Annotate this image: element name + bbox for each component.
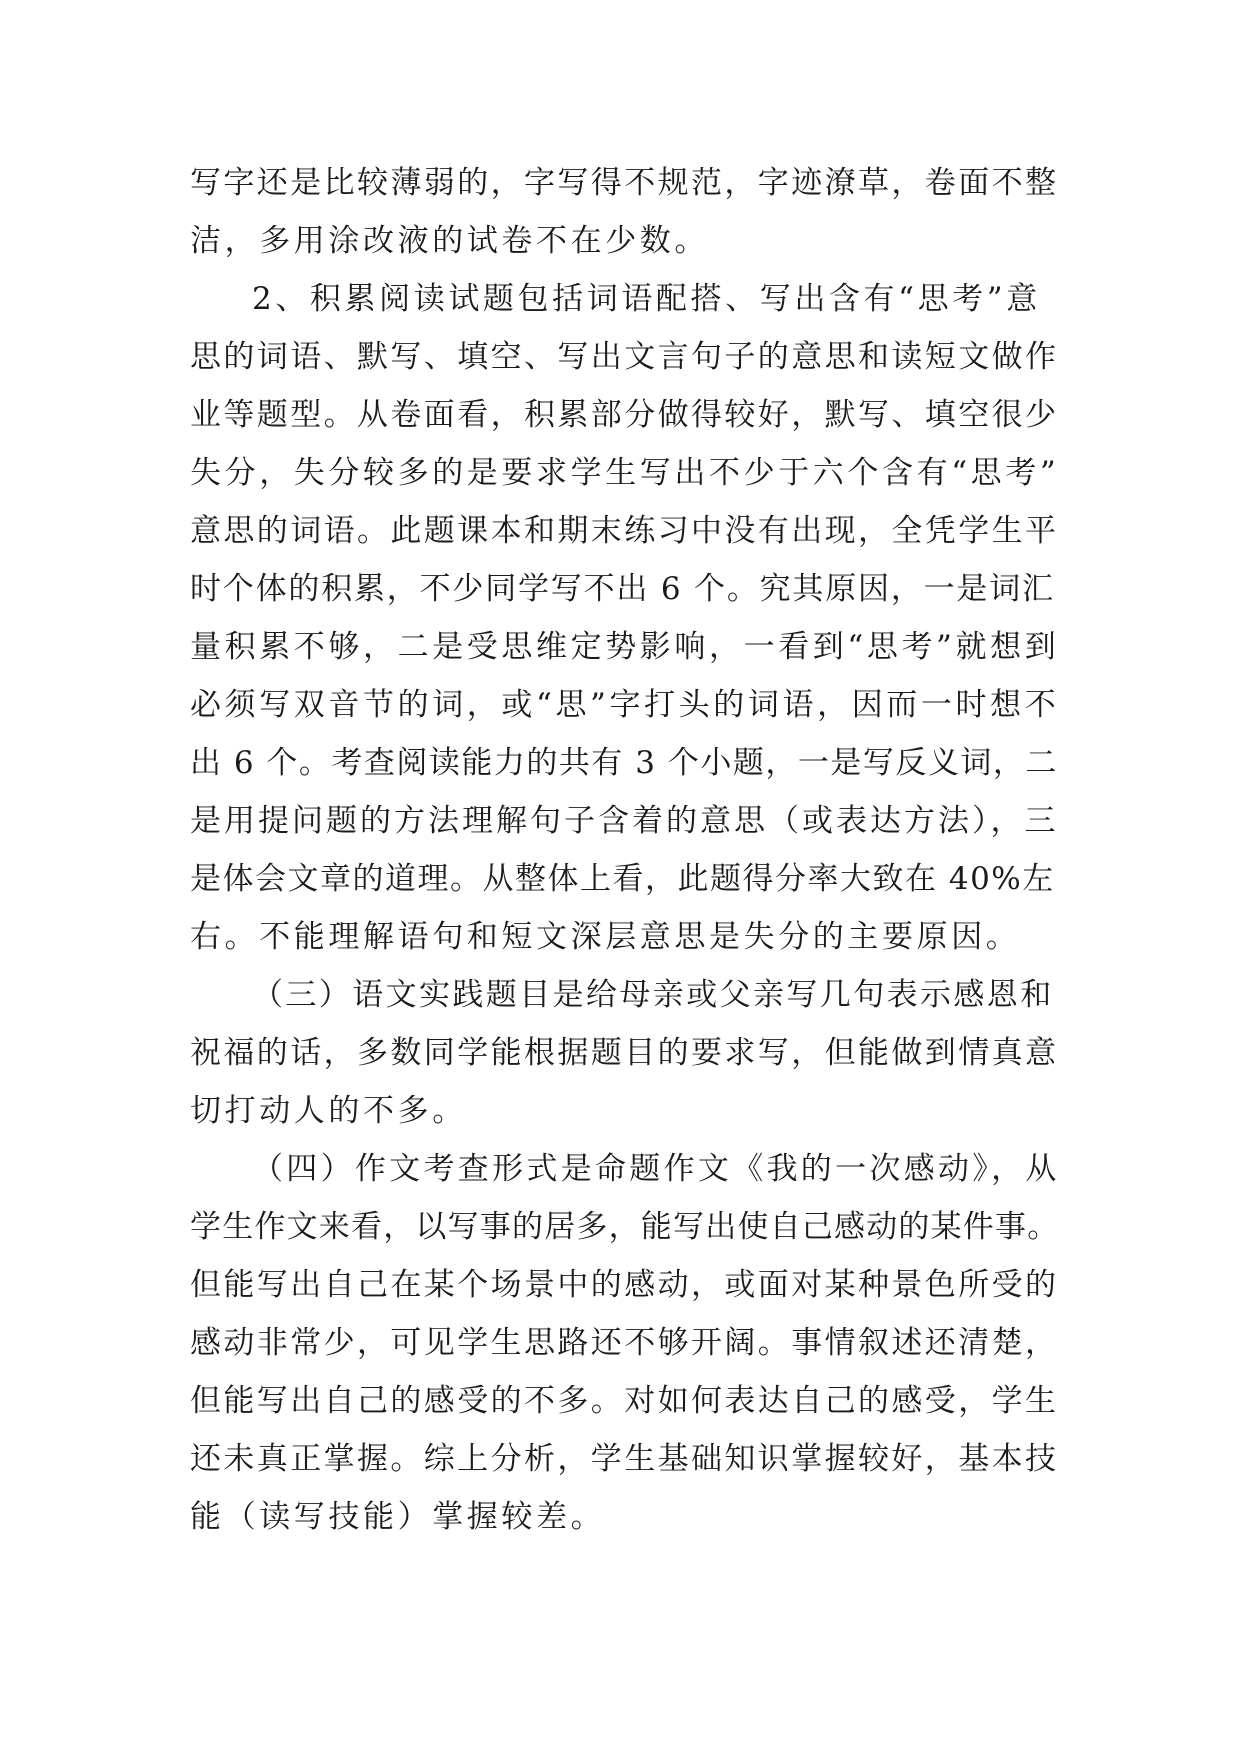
text-line: 能（读写技能）掌握较差。 [190, 1499, 606, 1535]
text-line: 感动非常少，可见学生思路还不够开阔。事情叙述还清楚， [190, 1325, 1059, 1361]
text-line: 业等题型。从卷面看，积累部分做得较好，默写、填空很少 [190, 397, 1059, 433]
text-line: 还未真正掌握。综上分析，学生基础知识掌握较好，基本技 [190, 1441, 1059, 1477]
text-line: 出 6 个。考查阅读能力的共有 3 个小题，一是写反义词，二 [190, 745, 1058, 781]
text-line: 洁，多用涂改液的试卷不在少数。 [190, 223, 709, 259]
text-line: 是用提问题的方法理解句子含着的意思（或表达方法），三 [190, 803, 1059, 839]
text-line: 量积累不够，二是受思维定势影响，一看到“思考”就想到 [190, 629, 1060, 665]
text-line: 意思的词语。此题课本和期末练习中没有出现，全凭学生平 [190, 513, 1059, 549]
text-line: 必须写双音节的词，或“思”字打头的词语，因而一时想不 [190, 687, 1060, 723]
paragraph-start-line: 2、积累阅读试题包括词语配搭、写出含有“思考”意 [252, 281, 1041, 317]
text-line: 学生作文来看，以写事的居多，能写出使自己感动的某件事。 [190, 1209, 1060, 1245]
paragraph-start-line: （四）作文考查形式是命题作文《我的一次感动》，从 [252, 1151, 1060, 1187]
text-line: 写字还是比较薄弱的，字写得不规范，字迹潦草，卷面不整 [190, 165, 1059, 201]
text-line: 思的词语、默写、填空、写出文言句子的意思和读短文做作 [190, 339, 1059, 375]
text-line: 是体会文章的道理。从整体上看，此题得分率大致在 40%左 [190, 861, 1055, 897]
text-line: 切打动人的不多。 [190, 1093, 467, 1129]
text-line: 但能写出自己在某个场景中的感动，或面对某种景色所受的 [190, 1267, 1059, 1303]
text-line: 右。不能理解语句和短文深层意思是失分的主要原因。 [190, 919, 1021, 955]
text-line: 祝福的话，多数同学能根据题目的要求写，但能做到情真意 [190, 1035, 1059, 1071]
text-line: 时个体的积累，不少同学写不出 6 个。究其原因，一是词汇 [190, 571, 1055, 607]
text-line: 但能写出自己的感受的不多。对如何表达自己的感受，学生 [190, 1383, 1059, 1419]
text-line: 失分，失分较多的是要求学生写出不少于六个含有“思考” [190, 455, 1060, 491]
paragraph-start-line: （三）语文实践题目是给母亲或父亲写几句表示感恩和 [252, 977, 1054, 1013]
